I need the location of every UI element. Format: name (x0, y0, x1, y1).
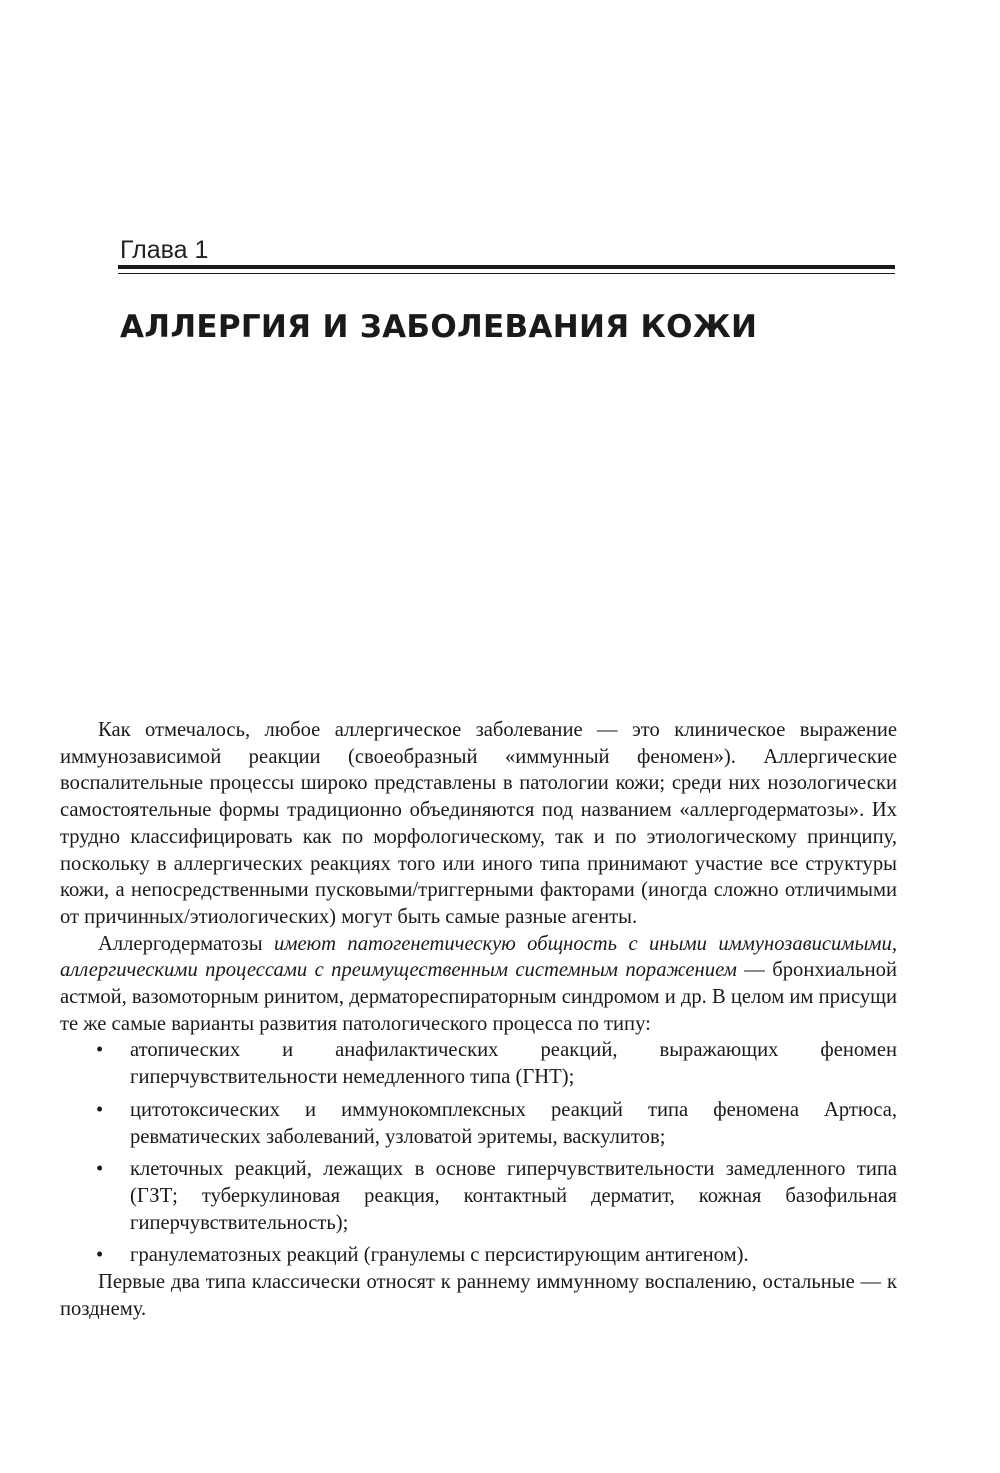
paragraph-2-start: Аллергодерматозы (98, 932, 275, 955)
list-item (60, 1037, 897, 1090)
paragraph-2-end: — бронхиальной астмой, вазомоторным ринитом, дерматореспираторным синдромом и др. В целом им присущи те же самые варианты развития патологического процесса по типу: (60, 959, 897, 1035)
list-item (60, 1156, 897, 1236)
chapter-label: Глава 1 (120, 236, 209, 264)
list-item-text: гранулематозных реакций (гранулемы с персистирующим антигеном). (130, 1244, 749, 1267)
paragraph-2-italic: имеют патогенетическую общность с иными иммунозависимыми, аллергическими процессами с преимущественным системным поражением (60, 932, 897, 982)
paragraph-1: Как отмечалось, любое аллергическое заболевание — это клиническое выражение иммунозависимой реакции (своеобразный «иммунный феномен»). Аллергические воспалительные процессы широко представлены в патологии кожи; среди них нозологически самостоятельные формы традиционно объединяются под названием «аллергодерматозы». Их трудно классифицировать как по морфологическому, так и по этиологическому принципу, поскольку в аллергических реакциях того или иного типа принимают участие все структуры кожи, а непосредственными пусковыми/триггерными факторами (иногда сложно отличимыми от причинных/этиологических) могут быть самые разные агенты. (60, 719, 897, 928)
chapter-title: АЛЛЕРГИЯ И ЗАБОЛЕВАНИЯ КОЖИ (120, 309, 758, 345)
body-text (60, 717, 897, 1322)
list-item (60, 1242, 897, 1269)
paragraph-3: Первые два типа классически относят к раннему иммунному воспалению, остальные — к позднему. (60, 1271, 897, 1320)
list-item-text: цитотоксических и иммунокомплексных реакций типа феномена Артюса, ревматических заболеваний, узловатой эритемы, васкулитов; (130, 1098, 897, 1148)
list-item (60, 1097, 897, 1150)
reaction-type-list (60, 1037, 897, 1269)
bullet-icon: • (96, 1039, 104, 1062)
chapter-rule-thick (118, 265, 895, 269)
list-item-text: клеточных реакций, лежащих в основе гиперчувствительности замедленного типа (ГЗТ; туберкулиновая реакция, контактный дерматит, кожная базофильная гиперчувствительность); (130, 1158, 897, 1234)
list-item-text: атопических и анафилактических реакций, выражающих феномен гиперчувствительности немедленного типа (ГНТ); (130, 1039, 897, 1089)
chapter-rule-thin (118, 273, 895, 274)
bullet-icon: • (96, 1158, 104, 1181)
bullet-icon: • (96, 1244, 104, 1267)
paragraph-2 (60, 931, 897, 1038)
bullet-icon: • (96, 1098, 104, 1121)
